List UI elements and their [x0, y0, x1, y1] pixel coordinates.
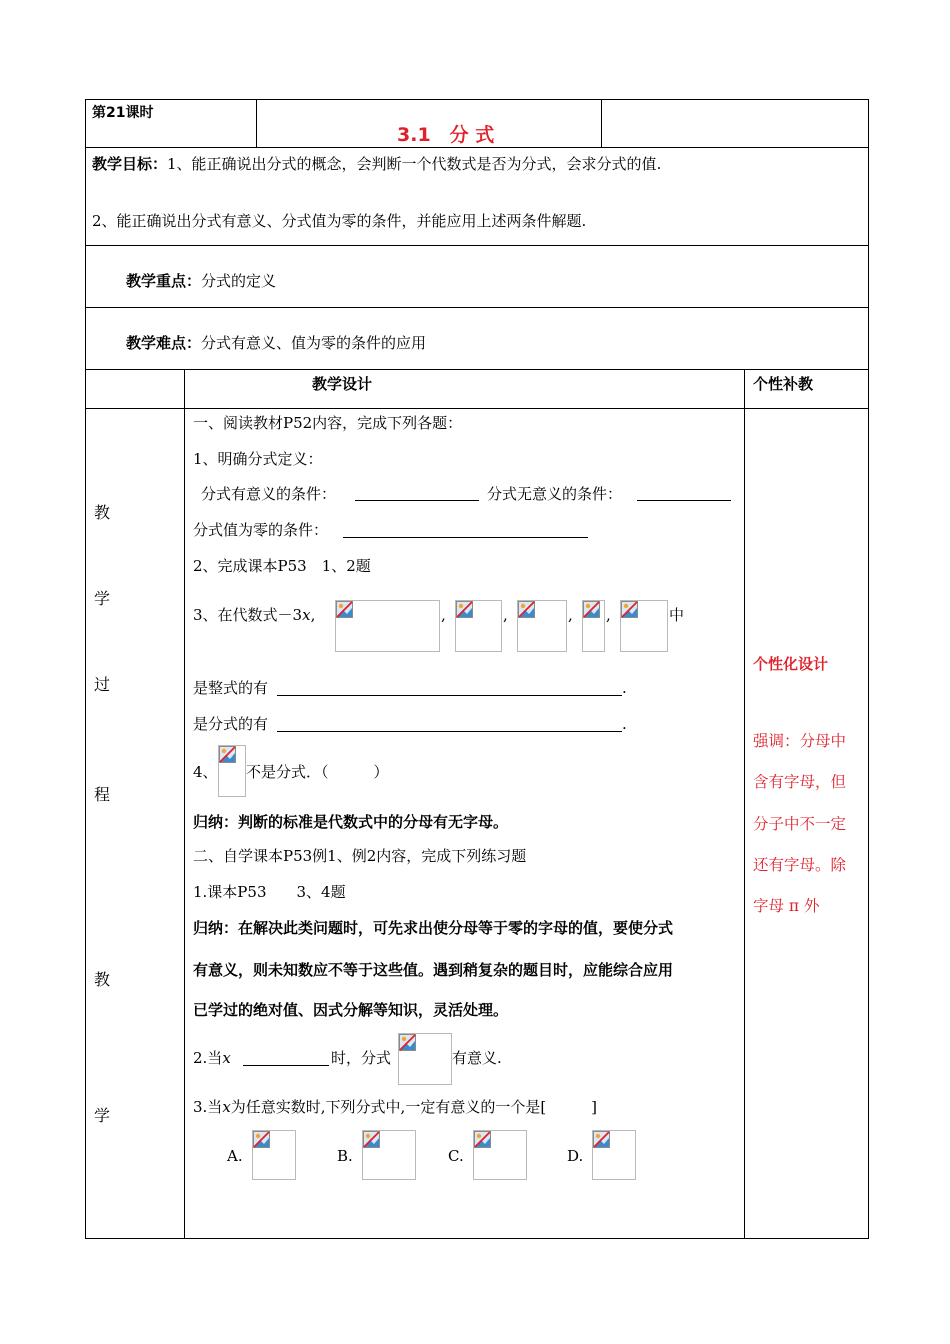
table-top-border [85, 99, 869, 100]
integral-label: 是整式的有 [193, 679, 269, 697]
goals-line-2: 2、能正确说出分式有意义、分式值为零的条件，并能应用上述两条件解题. [92, 212, 587, 230]
design-column-heading: 教学设计 [312, 375, 373, 393]
section-2-question-2 [193, 1048, 231, 1068]
q3-comma: , [606, 606, 611, 624]
personal-note-line: 强调：分母中 [753, 732, 847, 750]
q3-comma: , [441, 606, 446, 624]
table-row-line [85, 307, 869, 308]
fraction-image [620, 600, 668, 652]
q3-prefix: 3、在代数式－3 [193, 606, 303, 624]
body-divider-left [184, 369, 185, 1239]
keypoint-text: 分式的定义 [201, 272, 277, 290]
q4-prefix: 4、 [193, 763, 218, 781]
personal-column-heading: 个性补教 [753, 375, 814, 393]
summary-1: 归纳：判断的标准是代数式中的分母有无字母。 [193, 813, 509, 831]
table-row-line [85, 147, 869, 148]
section-2-question-1: 1.课本P53 3、4题 [193, 883, 346, 901]
fraction-label: 是分式的有 [193, 715, 269, 733]
personal-note-line: 字母 π 外 [753, 897, 820, 915]
period: . [622, 679, 627, 697]
personal-note-line: 含有字母，但 [753, 773, 847, 791]
fraction-image [218, 745, 246, 797]
keypoint-line [126, 271, 276, 291]
broken-image-icon [219, 746, 236, 763]
variable-x: x [302, 606, 311, 624]
q2-suffix: 有意义. [452, 1049, 502, 1067]
table-row-line [85, 245, 869, 246]
answer-blank [343, 537, 588, 538]
header-divider [256, 99, 257, 147]
option-a-image [252, 1130, 296, 1180]
summary-2-line-2: 有意义，则未知数应不等于这些值。遇到稍复杂的题目时，应能综合应用 [193, 961, 674, 979]
broken-image-icon [336, 601, 353, 618]
keypoint-label: 教学重点： [126, 272, 202, 290]
section-1-question-3 [193, 605, 315, 625]
option-d-image [592, 1130, 636, 1180]
period: . [622, 715, 627, 733]
q4-suffix: 不是分式．（ ） [246, 763, 389, 781]
section-1-title: 一、阅读教材P52内容，完成下列各题： [193, 414, 463, 432]
fraction-image [455, 600, 502, 652]
option-a-label: A. [227, 1147, 243, 1165]
condition-meaningful-label: 分式有意义的条件： [201, 485, 337, 503]
q2-mid: 时，分式 [331, 1049, 392, 1067]
section-2-question-3 [193, 1097, 597, 1117]
goals-label: 教学目标： [92, 155, 168, 173]
q3-comma: , [568, 606, 573, 624]
variable-x: x [222, 1049, 231, 1067]
condition-meaningless-label: 分式无意义的条件： [487, 485, 623, 503]
broken-image-icon [253, 1131, 270, 1148]
body-divider-right [744, 369, 745, 1239]
fraction-image [582, 600, 605, 652]
broken-image-icon [474, 1131, 491, 1148]
side-label-char: 学 [94, 589, 111, 608]
broken-image-icon [456, 601, 473, 618]
difficulty-label: 教学难点： [126, 334, 202, 352]
side-label-char: 教 [94, 970, 111, 989]
table-left-border [85, 99, 86, 1239]
answer-blank [637, 500, 731, 501]
table-row-line [85, 408, 869, 409]
personal-note-line: 分子中不一定 [753, 815, 847, 833]
personal-design-heading: 个性化设计 [753, 655, 829, 673]
fraction-image [398, 1033, 452, 1085]
broken-image-icon [363, 1131, 380, 1148]
section-1-question-2: 2、完成课本P53 1、2题 [193, 557, 371, 575]
condition-zero-label: 分式值为零的条件： [193, 521, 329, 539]
q3-text: 为任意实数时,下列分式中,一定有意义的一个是[ ] [230, 1098, 598, 1116]
goals-text-1: 1、能正确说出分式的概念，会判断一个代数式是否为分式，会求分式的值. [167, 155, 662, 173]
answer-blank [277, 731, 622, 732]
option-b-label: B. [337, 1147, 353, 1165]
option-b-image [362, 1130, 416, 1180]
broken-image-icon [583, 601, 600, 618]
q3-comma: , [503, 606, 508, 624]
broken-image-icon [518, 601, 535, 618]
side-label-char: 学 [94, 1106, 111, 1125]
page-title: 3.1 分 式 [397, 124, 495, 146]
broken-image-icon [399, 1034, 416, 1051]
q3-suffix: 中 [669, 606, 685, 624]
answer-blank [243, 1065, 329, 1066]
summary-2-line-3: 已学过的绝对值、因式分解等知识，灵活处理。 [193, 1001, 509, 1019]
option-c-label: C. [448, 1147, 464, 1165]
q3-prefix: 3.当 [193, 1098, 223, 1116]
side-label-char: 过 [94, 675, 111, 694]
summary-2-line-1: 归纳：在解决此类问题时，可先求出使分母等于零的字母的值，要使分式 [193, 919, 674, 937]
personal-note-line: 还有字母。除 [753, 856, 847, 874]
difficulty-line [126, 333, 426, 353]
answer-blank [277, 695, 622, 696]
table-right-border [868, 99, 869, 1239]
option-c-image [473, 1130, 527, 1180]
side-label-char: 程 [94, 785, 111, 804]
q3-comma: , [310, 606, 316, 624]
q2-prefix: 2.当 [193, 1049, 223, 1067]
answer-blank [355, 500, 479, 501]
section-2-title: 二、自学课本P53例1、例2内容，完成下列练习题 [193, 847, 527, 865]
side-label-char: 教 [94, 503, 111, 522]
broken-image-icon [593, 1131, 610, 1148]
variable-x: x [222, 1098, 231, 1116]
option-d-label: D. [567, 1147, 584, 1165]
section-1-question-1: 1、明确分式定义： [193, 450, 323, 468]
broken-image-icon [621, 601, 638, 618]
difficulty-text: 分式有意义、值为零的条件的应用 [201, 334, 427, 352]
fraction-image [335, 600, 440, 652]
goals-line-1 [92, 154, 661, 174]
table-row-line [85, 369, 869, 370]
fraction-image [517, 600, 567, 652]
table-bottom-border [85, 1238, 869, 1239]
header-divider [601, 99, 602, 147]
lesson-number: 第21课时 [92, 105, 154, 121]
